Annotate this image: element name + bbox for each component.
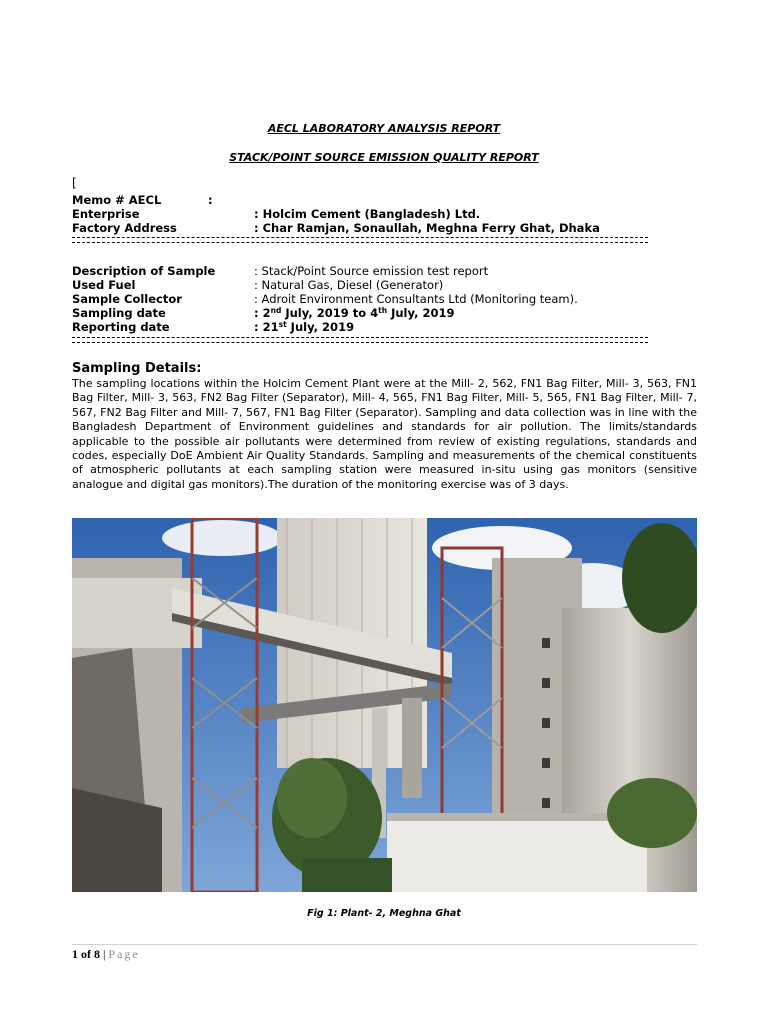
sampling-details-heading: Sampling Details: (72, 361, 202, 376)
plant-photo (72, 518, 697, 892)
reporting-date-suffix: st (278, 320, 287, 329)
sampling-date-label: Sampling date (72, 306, 166, 320)
sampling-date-start-day: : 2 (254, 306, 271, 320)
page-footer (72, 947, 140, 962)
factory-address-label: Factory Address (72, 221, 177, 235)
reporting-date-value (254, 320, 354, 334)
used-fuel-value: : Natural Gas, Diesel (Generator) (254, 278, 444, 292)
double-dashed-divider-2 (72, 337, 648, 343)
reporting-date-rest: July, 2019 (286, 320, 355, 334)
reporting-date-label: Reporting date (72, 320, 170, 334)
sampling-date-start-suffix: nd (270, 306, 282, 315)
double-dashed-divider (72, 237, 648, 243)
stray-bracket: [ (72, 176, 77, 190)
sample-collector-value: : Adroit Environment Consultants Ltd (Monitoring team). (254, 292, 578, 306)
memo-label: Memo # AECL (72, 193, 162, 207)
enterprise-label: Enterprise (72, 207, 140, 221)
sampling-details-paragraph: The sampling locations within the Holcim Cement Plant were at the Mill- 2, 562, FN1 Bag Filter, Mill- 3, 563, FN1 Bag Filter, Mill- 3, 563, FN2 Bag Filter (Separator), Mill- 4, 565, FN1 Bag Filter, Mill- 5, 565, FN1 Bag Filter, Mill- 7, 567, FN2 Bag Filter and Mill- 7, 567, FN1 Bag Filter (Separator). Sampling and data collection was in line with the Bangladesh Department of Environment guidelines and standards for air pollution. The limits/standards applicable to the possible air pollutants were determined from review of existing regulations, standards and codes, especially DoE Ambient Air Quality Standards. Sampling and measurements of the chemical constituents of atmospheric pollutants at each sampling station were measured in-situ using gas monitors (sensitive analogue and digital gas monitors).The duration of the monitoring exercise was of 3 days. (72, 377, 697, 491)
page-word: Page (108, 947, 140, 961)
memo-colon: : (208, 193, 213, 207)
footer-divider (72, 944, 697, 945)
page-number: 1 of 8 (72, 947, 100, 961)
sampling-date-end-suffix: th (378, 306, 388, 315)
figure-caption: Fig 1: Plant- 2, Meghna Ghat (307, 908, 461, 919)
report-subtitle: STACK/POINT SOURCE EMISSION QUALITY REPORT (229, 151, 539, 164)
sampling-date-middle: July, 2019 to 4 (281, 306, 379, 320)
report-title: AECL LABORATORY ANALYSIS REPORT (267, 122, 501, 135)
sample-collector-label: Sample Collector (72, 292, 182, 306)
sampling-date-end: July, 2019 (387, 306, 455, 320)
used-fuel-label: Used Fuel (72, 278, 136, 292)
sampling-date-value (254, 306, 454, 320)
factory-address-value: : Char Ramjan, Sonaullah, Meghna Ferry Ghat, Dhaka (254, 221, 600, 235)
enterprise-value: : Holcim Cement (Bangladesh) Ltd. (254, 207, 481, 221)
footer-separator: | (100, 947, 109, 961)
description-value: : Stack/Point Source emission test report (254, 264, 489, 278)
description-label: Description of Sample (72, 264, 216, 278)
reporting-date-day: : 21 (254, 320, 279, 334)
